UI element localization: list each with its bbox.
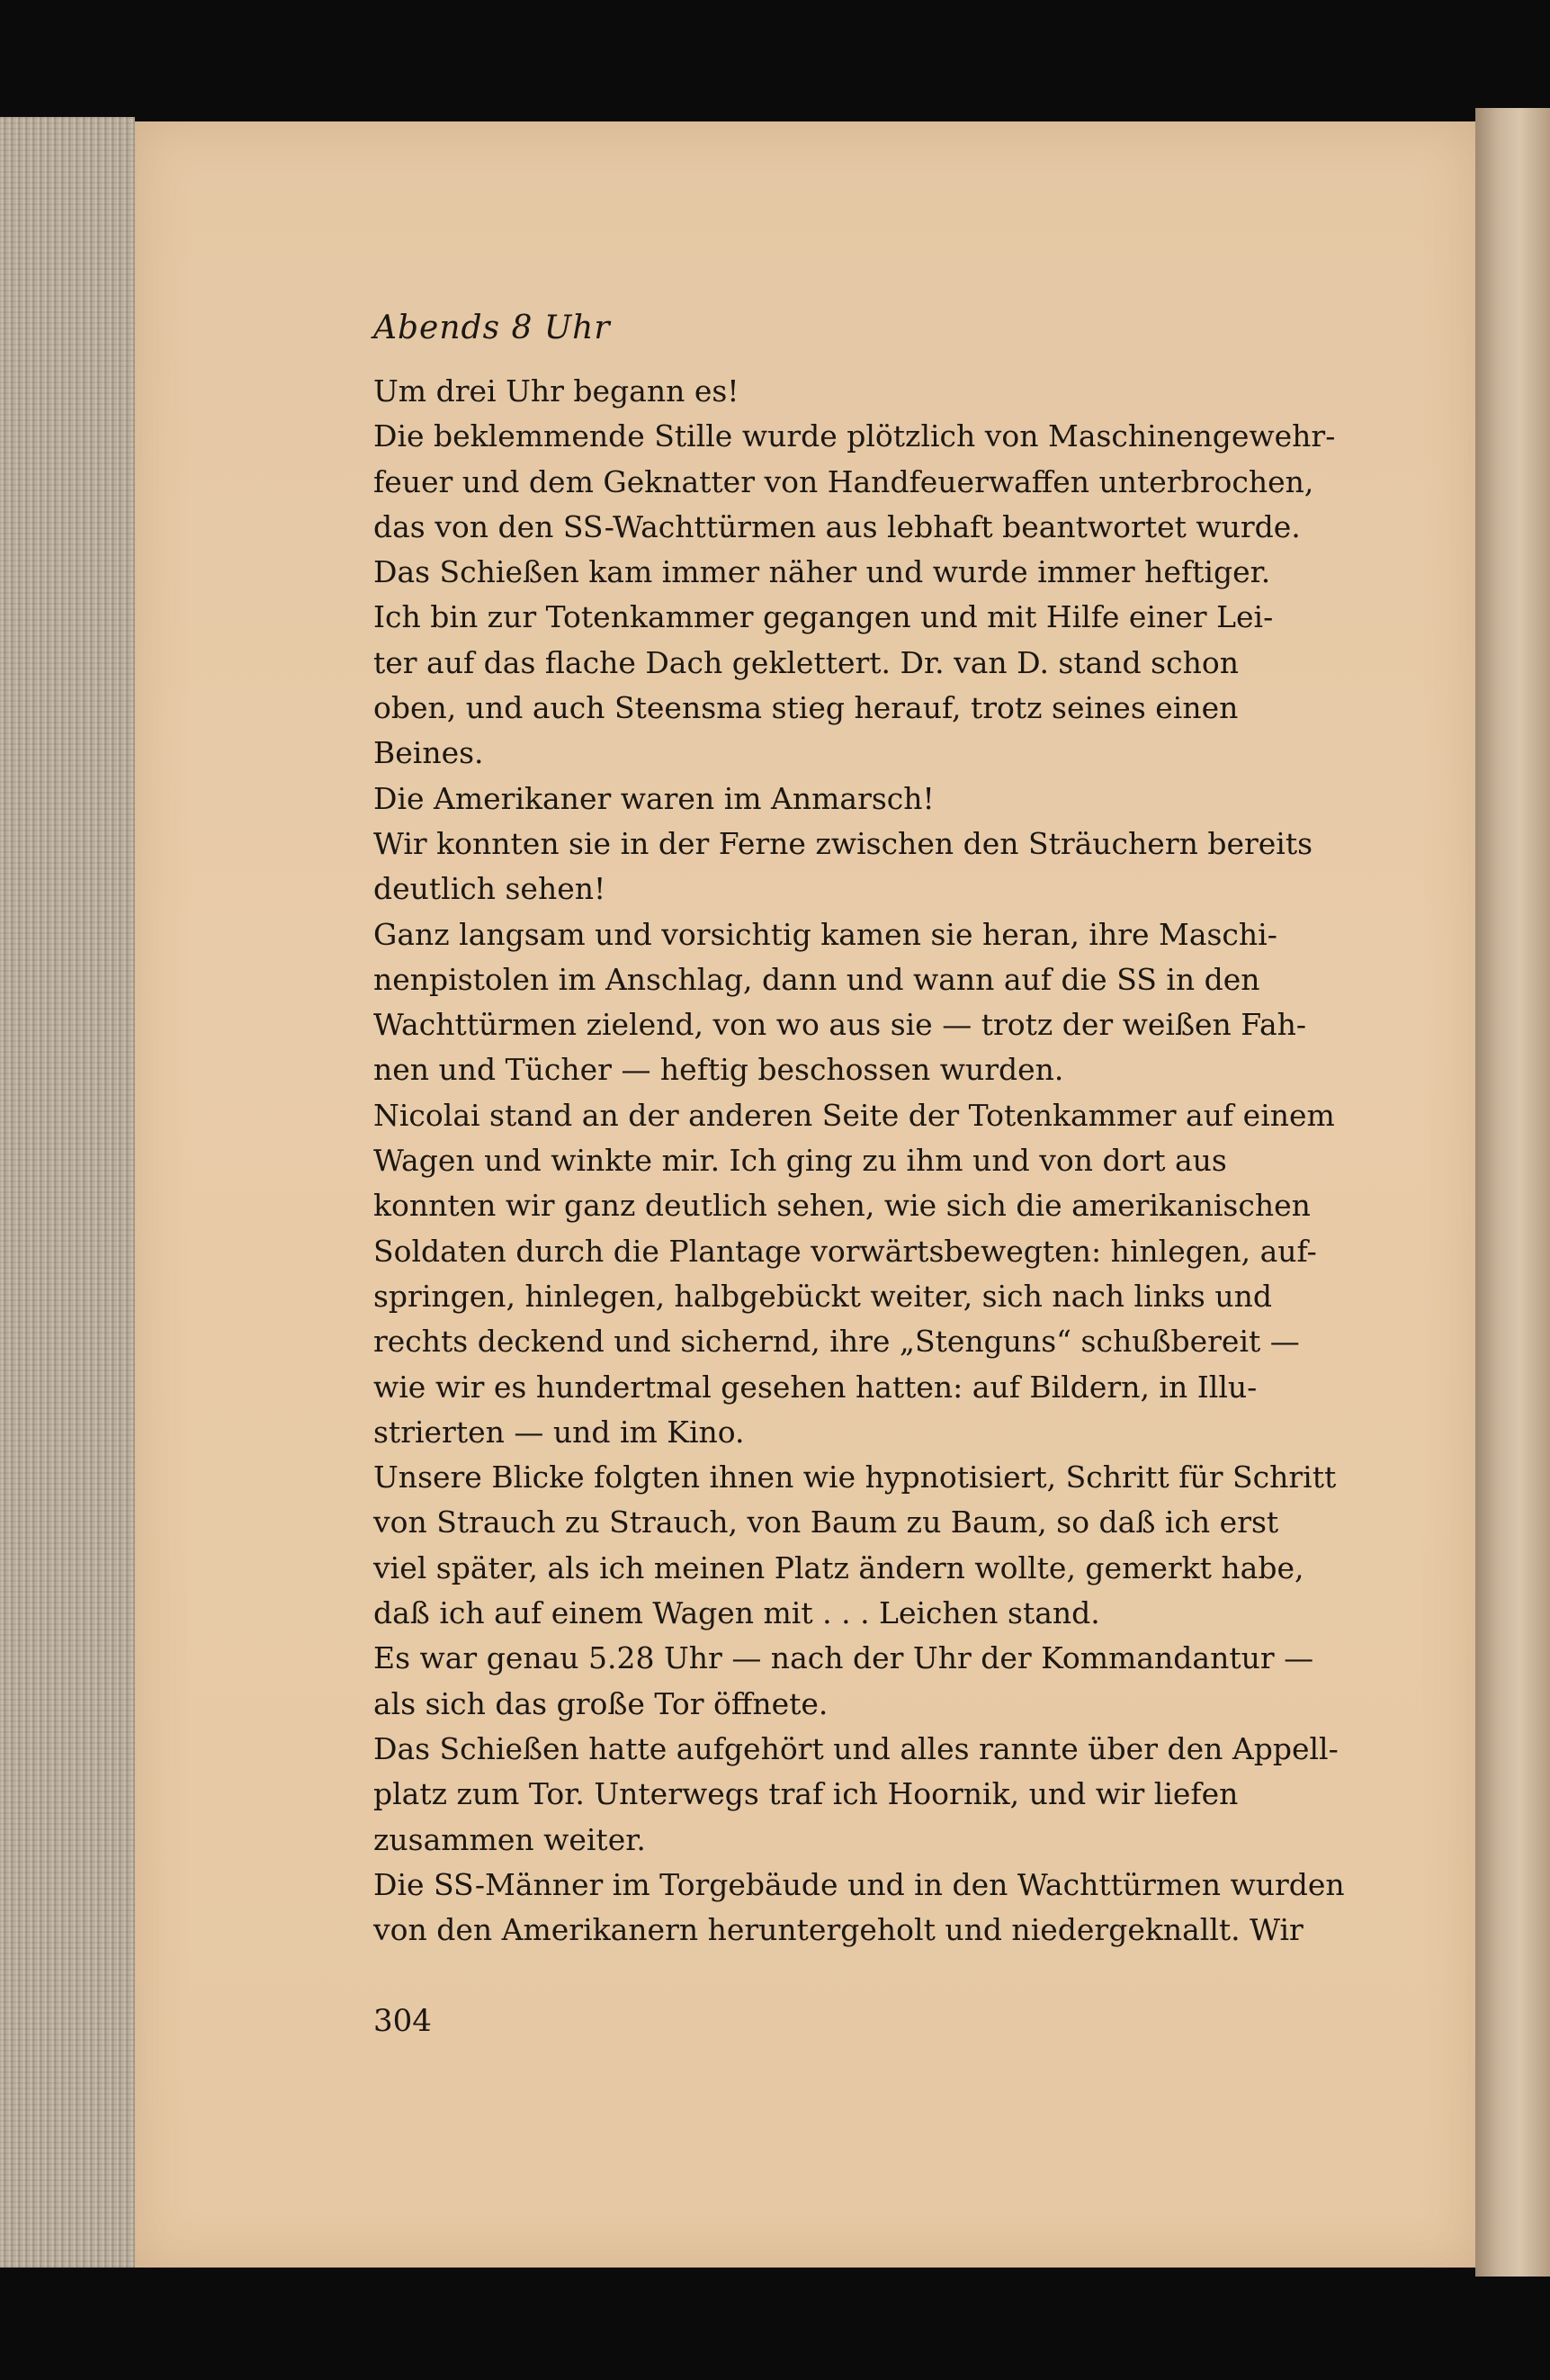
book-right-edge (1475, 108, 1550, 2277)
text-line: ter auf das flache Dach geklettert. Dr. van D. stand schon (373, 644, 1239, 680)
text-line: Wagen und winkte mir. Ich ging zu ihm und von dort aus (373, 1143, 1227, 1179)
text-line: platz zum Tor. Unterwegs traf ich Hoornik, und wir liefen (373, 1776, 1239, 1812)
text-line: von Strauch zu Strauch, von Baum zu Baum, so daß ich erst (373, 1504, 1279, 1540)
text-line: konnten wir ganz deutlich sehen, wie sich die amerikanischen (373, 1188, 1311, 1224)
text-line: Soldaten durch die Plantage vorwärtsbewegten: hinlegen, auf- (373, 1233, 1317, 1269)
section-heading: Abends 8 Uhr (373, 310, 611, 346)
text-line: Wir konnten sie in der Ferne zwischen den Sträuchern bereits (373, 825, 1313, 861)
text-line: rechts deckend und sichernd, ihre „Stenguns“ schußbereit — (373, 1324, 1300, 1360)
text-line: Ich bin zur Totenkammer gegangen und mit Hilfe einer Lei- (373, 599, 1274, 635)
text-line: Ganz langsam und vorsichtig kamen sie heran, ihre Maschi- (373, 916, 1277, 952)
text-line: Die SS-Männer im Torgebäude und in den Wachttürmen wurden (373, 1866, 1345, 1902)
text-line: springen, hinlegen, halbgebückt weiter, sich nach links und (373, 1278, 1272, 1314)
text-line: daß ich auf einem Wagen mit . . . Leichen stand. (373, 1595, 1100, 1631)
text-line: viel später, als ich meinen Platz ändern wollte, gemerkt habe, (373, 1549, 1304, 1585)
text-line: nenpistolen im Anschlag, dann und wann auf die SS in den (373, 961, 1260, 997)
text-line: Das Schießen hatte aufgehört und alles rannte über den Appell- (373, 1730, 1339, 1766)
text-line: nen und Tücher — heftig beschossen wurden. (373, 1052, 1064, 1088)
text-line: Die Amerikaner waren im Anmarsch! (373, 780, 935, 816)
text-line: oben, und auch Steensma stieg herauf, trotz seines einen (373, 690, 1239, 726)
body-text (373, 369, 1354, 1953)
text-line: das von den SS-Wachttürmen aus lebhaft beantwortet wurde. (373, 508, 1301, 544)
text-line: von den Amerikanern heruntergeholt und niedergeknallt. Wir (373, 1912, 1304, 1948)
page-text (373, 306, 1354, 1953)
page-number: 304 (373, 2003, 432, 2039)
text-line: deutlich sehen! (373, 871, 606, 907)
text-line: Die beklemmende Stille wurde plötzlich von Maschinengewehr- (373, 418, 1336, 454)
text-line: Beines. (373, 735, 484, 771)
text-line: Unsere Blicke folgten ihnen wie hypnotisiert, Schritt für Schritt (373, 1459, 1337, 1495)
text-line: wie wir es hundertmal gesehen hatten: auf Bildern, in Illu- (373, 1369, 1258, 1405)
text-line: Nicolai stand an der anderen Seite der Totenkammer auf einem (373, 1097, 1335, 1133)
book-left-pages (0, 117, 135, 2268)
text-line: Das Schießen kam immer näher und wurde immer heftiger. (373, 554, 1271, 590)
text-line: Um drei Uhr begann es! (373, 373, 739, 409)
text-line: Es war genau 5.28 Uhr — nach der Uhr der Kommandantur — (373, 1640, 1314, 1676)
text-line: zusammen weiter. (373, 1821, 646, 1857)
text-line: Wachttürmen zielend, von wo aus sie — trotz der weißen Fah- (373, 1007, 1307, 1043)
text-line: feuer und dem Geknatter von Handfeuerwaffen unterbrochen, (373, 463, 1314, 499)
text-line: als sich das große Tor öffnete. (373, 1685, 829, 1721)
text-line: strierten — und im Kino. (373, 1414, 745, 1450)
